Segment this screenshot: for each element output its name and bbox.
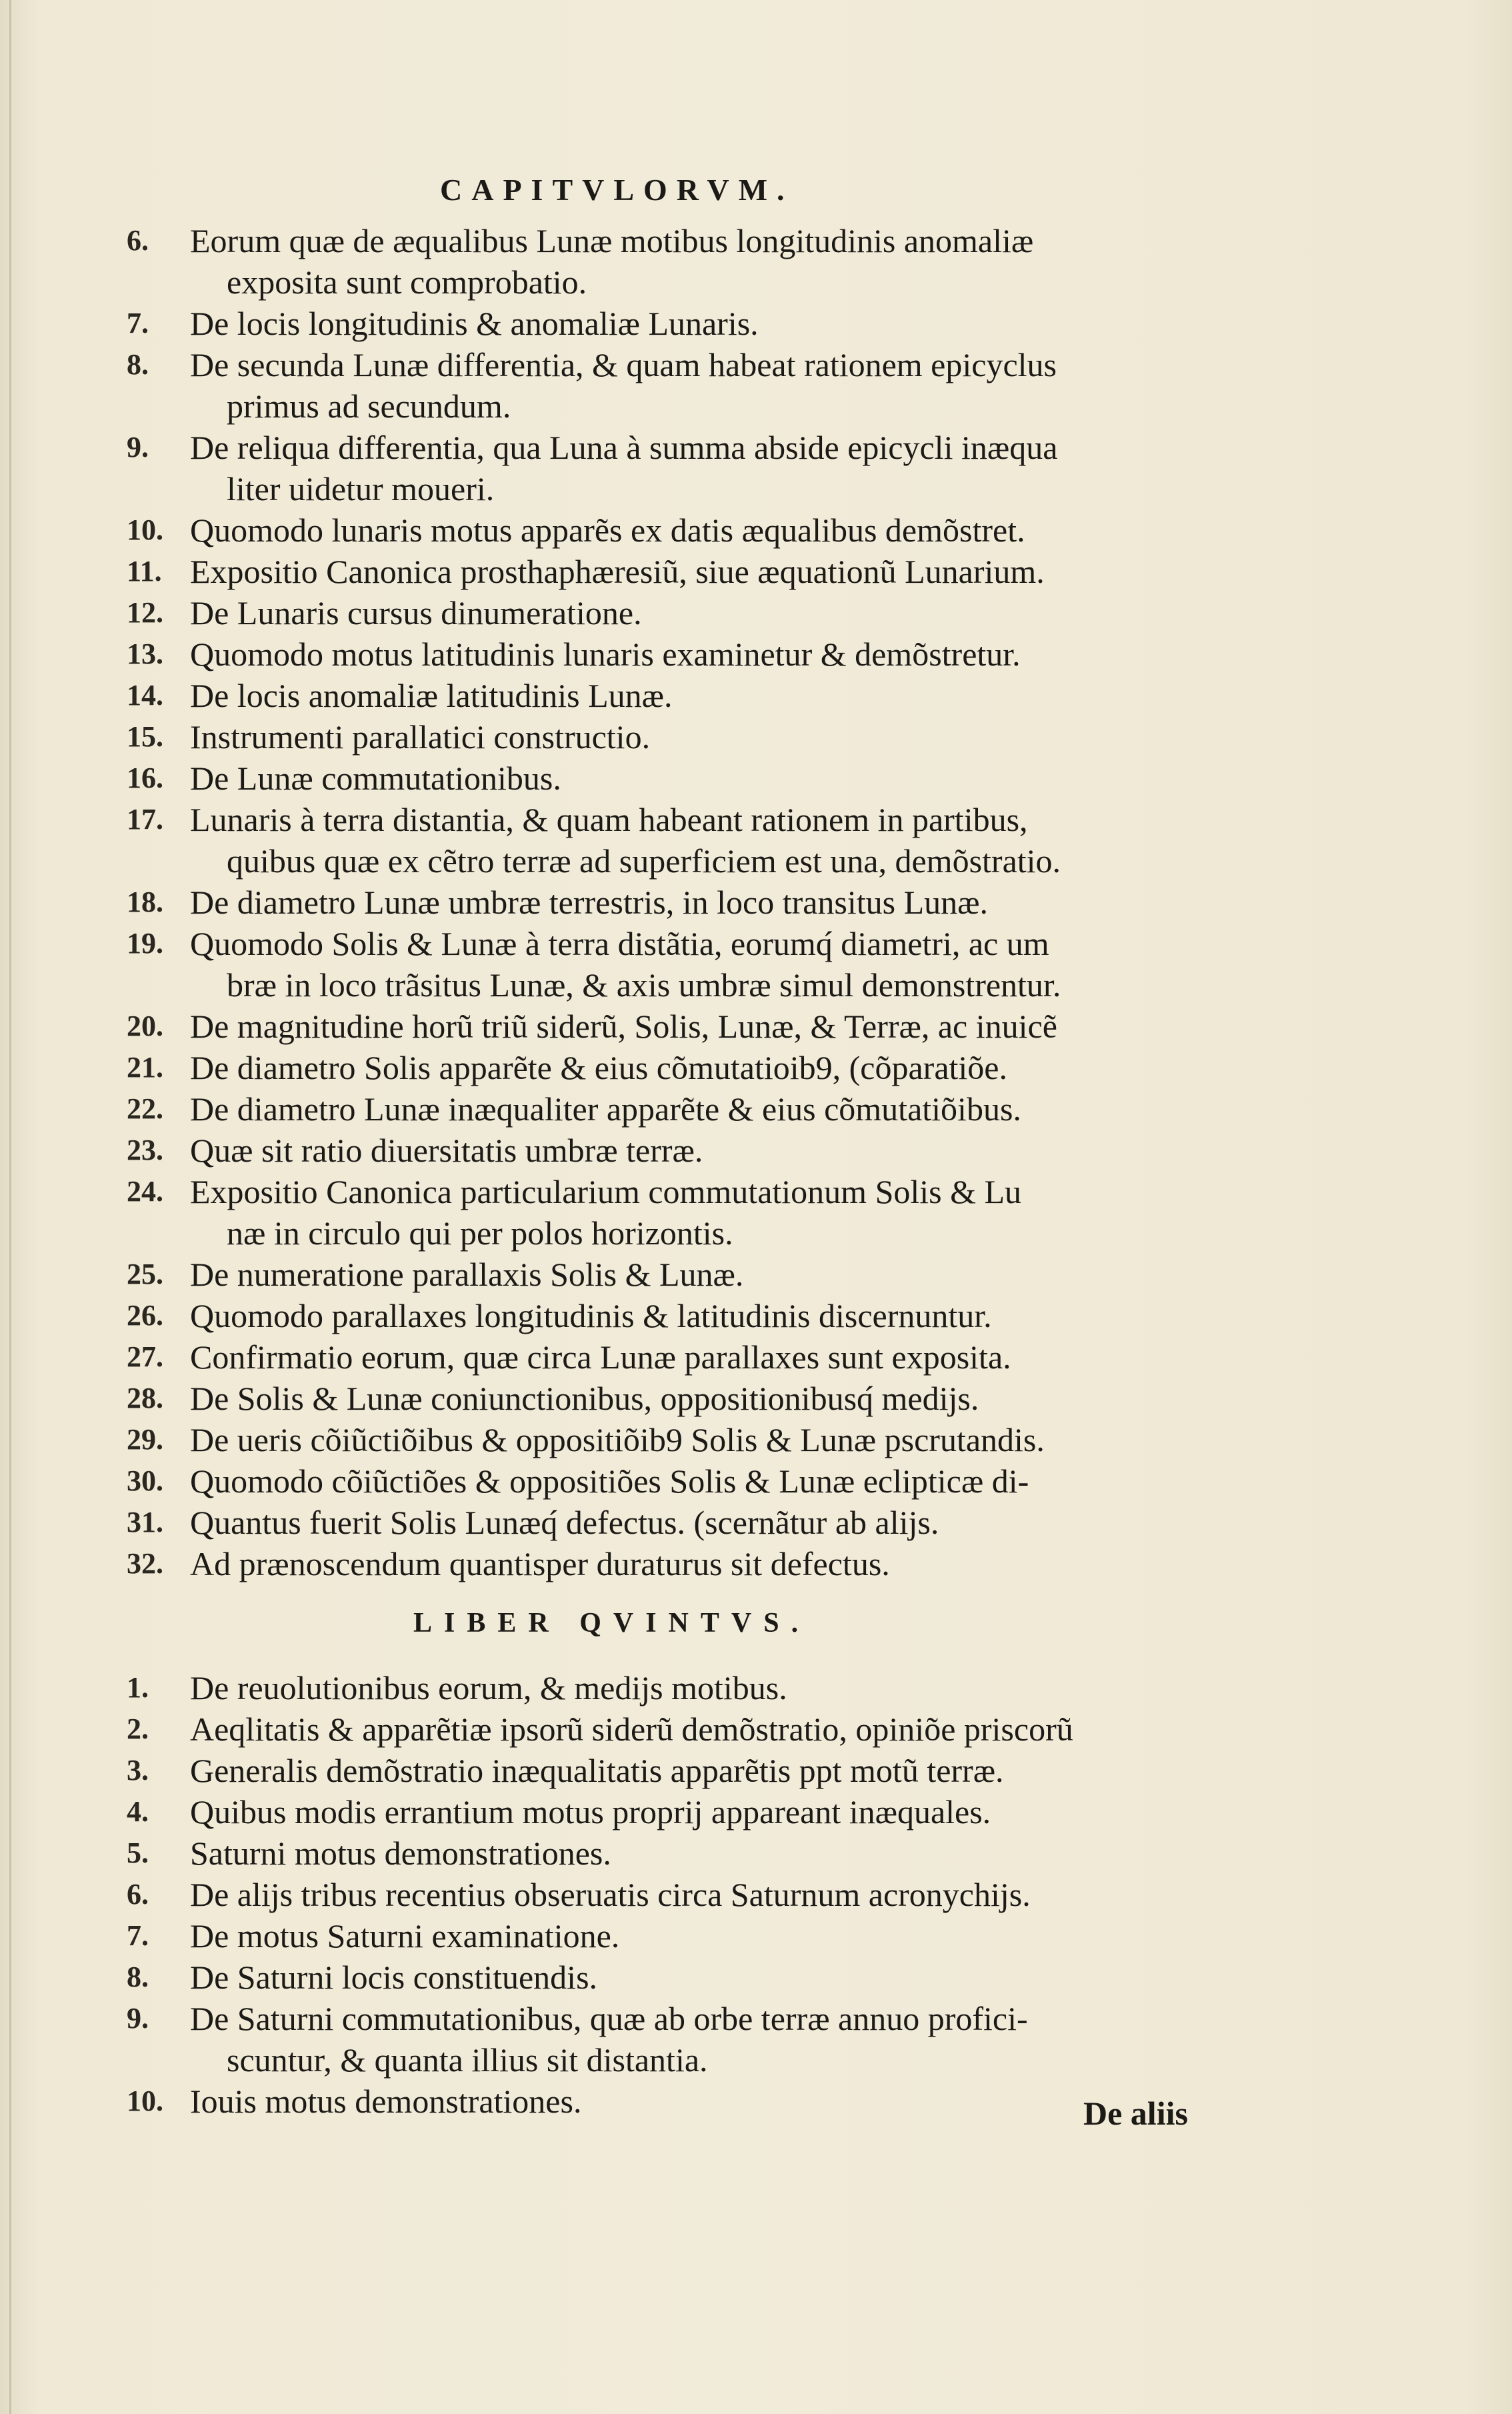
chapter-title	[190, 220, 1210, 303]
chapter-title-line: De numeratione parallaxis Solis & Lunæ.	[190, 1256, 744, 1293]
chapter-entry	[0, 634, 1512, 675]
chapter-number-text: 7.	[127, 307, 149, 339]
chapter-entry	[0, 1336, 1512, 1378]
chapter-entry	[0, 303, 1512, 344]
chapter-number	[0, 1088, 190, 1130]
chapter-title	[190, 1254, 1210, 1295]
chapter-entry	[0, 220, 1512, 303]
chapter-number-text: 12.	[127, 596, 163, 629]
chapter-number	[0, 1543, 190, 1584]
chapter-number	[0, 1378, 190, 1419]
chapter-entry	[0, 1915, 1512, 1957]
chapter-title	[190, 1047, 1210, 1088]
chapter-entry	[0, 427, 1512, 509]
chapter-number-text: 17.	[127, 803, 163, 836]
chapter-title-line: De Lunaris cursus dinumeratione.	[190, 594, 642, 632]
chapter-entry	[0, 1874, 1512, 1915]
chapter-number	[0, 2081, 190, 2122]
chapter-entry	[0, 799, 1512, 882]
chapter-title-line: De diametro Lunæ inæqualiter apparẽte & eius cõmutatiõibus.	[190, 1090, 1021, 1128]
chapter-title-line: Quantus fuerit Solis Lunæq́ defectus. (scernãtur ab alijs.	[190, 1504, 939, 1541]
chapter-number	[0, 1915, 190, 1957]
chapter-title-line: Iouis motus demonstrationes.	[190, 2083, 582, 2120]
chapter-entry	[0, 551, 1512, 592]
chapter-title	[190, 1006, 1210, 1047]
chapter-title-line: Expositio Canonica prosthaphæresiũ, siue æquationũ Lunarium.	[190, 553, 1045, 590]
chapter-title-line: De reuolutionibus eorum, & medijs motibus.	[190, 1669, 787, 1706]
chapter-title-line: Quomodo motus latitudinis lunaris examinetur & demõstretur.	[190, 636, 1021, 673]
chapter-number	[0, 551, 190, 592]
chapter-entry	[0, 2081, 1512, 2122]
chapter-number-text: 9.	[127, 431, 149, 463]
chapter-title	[190, 799, 1210, 882]
chapter-number-text: 19.	[127, 927, 163, 960]
chapter-title-line: De motus Saturni examinatione.	[190, 1917, 620, 1955]
chapter-number	[0, 1833, 190, 1874]
chapter-title-line: De reliqua differentia, qua Luna à summa abside epicycli inæqua	[190, 429, 1058, 466]
chapter-number-text: 25.	[127, 1258, 163, 1290]
chapter-number-text: 22.	[127, 1092, 163, 1125]
chapter-number-text: 8.	[127, 348, 149, 381]
chapter-number	[0, 592, 190, 634]
chapter-number	[0, 1295, 190, 1336]
chapter-title	[190, 1998, 1210, 2081]
chapter-number	[0, 1874, 190, 1915]
chapter-entry	[0, 758, 1512, 799]
chapter-title	[190, 1833, 1210, 1874]
chapter-number-text: 26.	[127, 1299, 163, 1332]
chapter-title-line: De Saturni commutationibus, quæ ab orbe terræ annuo profici-	[190, 2000, 1028, 2037]
chapter-title	[190, 882, 1210, 923]
chapter-title	[190, 1915, 1210, 1957]
chapter-entry	[0, 923, 1512, 1006]
chapter-title	[190, 1791, 1210, 1833]
chapter-entry	[0, 1791, 1512, 1833]
chapter-entry	[0, 1254, 1512, 1295]
chapter-title-continuation: næ in circulo qui per polos horizontis.	[227, 1214, 733, 1252]
chapter-title-line: Saturni motus demonstrationes.	[190, 1835, 611, 1872]
chapter-number-text: 6.	[127, 224, 149, 257]
chapter-title	[190, 427, 1210, 509]
chapter-number	[0, 509, 190, 551]
chapter-entry	[0, 675, 1512, 716]
chapter-entry	[0, 1047, 1512, 1088]
chapter-title-line: De alijs tribus recentius obseruatis circa Saturnum acronychijs.	[190, 1876, 1031, 1913]
chapter-title-line: De diametro Lunæ umbræ terrestris, in loco transitus Lunæ.	[190, 884, 989, 921]
chapter-title-line: Expositio Canonica particularium commutationum Solis & Lu	[190, 1173, 1022, 1210]
chapter-title	[190, 675, 1210, 716]
chapter-title-continuation: primus ad secundum.	[227, 387, 511, 425]
chapter-number-text: 24.	[127, 1175, 163, 1208]
chapter-number	[0, 1460, 190, 1502]
chapter-number	[0, 1957, 190, 1998]
chapter-entry	[0, 1295, 1512, 1336]
chapter-number-text: 10.	[127, 2085, 163, 2117]
chapter-number-text: 30.	[127, 1464, 163, 1497]
chapter-number	[0, 675, 190, 716]
chapter-title	[190, 2081, 1210, 2122]
catchword: De aliis	[1083, 2095, 1188, 2132]
chapter-title-continuation: quibus quæ ex cẽtro terræ ad superficiem est una, demõstratio.	[227, 842, 1061, 880]
chapter-number-text: 31.	[127, 1506, 163, 1538]
chapter-number-text: 20.	[127, 1010, 163, 1042]
chapter-title	[190, 923, 1210, 1006]
chapter-number	[0, 923, 190, 964]
chapter-title	[190, 303, 1210, 344]
chapter-number	[0, 1171, 190, 1212]
chapter-entry	[0, 1088, 1512, 1130]
chapter-entry	[0, 1667, 1512, 1708]
chapter-entry	[0, 1419, 1512, 1460]
chapter-number	[0, 1502, 190, 1543]
chapter-title	[190, 1502, 1210, 1543]
chapter-number	[0, 1130, 190, 1171]
chapter-title-line: De ueris cõiũctiõibus & oppositiõib9 Solis & Lunæ pscrutandis.	[190, 1421, 1045, 1458]
chapter-title	[190, 1874, 1210, 1915]
chapter-title	[190, 551, 1210, 592]
chapter-title-line: Quibus modis errantium motus proprij appareant inæquales.	[190, 1793, 991, 1831]
chapter-number	[0, 1419, 190, 1460]
chapter-number-text: 32.	[127, 1547, 163, 1580]
chapter-title	[190, 758, 1210, 799]
chapter-title-line: Quomodo lunaris motus apparẽs ex datis æqualibus demõstret.	[190, 511, 1025, 549]
chapter-title-line: De locis anomaliæ latitudinis Lunæ.	[190, 677, 673, 714]
book-heading: LIBER QVINTVS.	[413, 1608, 811, 1638]
chapter-number-text: 3.	[127, 1754, 149, 1786]
chapter-title-line: De Solis & Lunæ coniunctionibus, oppositionibusq́ medijs.	[190, 1380, 979, 1417]
chapter-entry	[0, 1171, 1512, 1254]
chapter-number	[0, 799, 190, 840]
chapter-number-text: 11.	[127, 555, 162, 587]
chapter-title-line: Ad prænoscendum quantisper duraturus sit defectus.	[190, 1545, 890, 1582]
chapter-title	[190, 1171, 1210, 1254]
chapter-number	[0, 427, 190, 468]
chapter-number	[0, 1047, 190, 1088]
chapter-number-text: 8.	[127, 1961, 149, 1993]
chapter-number-text: 15.	[127, 720, 163, 753]
chapter-title-line: De diametro Solis apparẽte & eius cõmutatioib9, (cõparatiõe.	[190, 1049, 1008, 1086]
chapter-title-line: De Saturni locis constituendis.	[190, 1959, 598, 1996]
chapter-number	[0, 220, 190, 261]
chapter-entry	[0, 1378, 1512, 1419]
chapter-title-continuation: exposita sunt comprobatio.	[227, 263, 587, 301]
chapter-number	[0, 1708, 190, 1750]
chapter-number	[0, 1998, 190, 2039]
chapter-title-continuation: scuntur, & quanta illius sit distantia.	[227, 2041, 708, 2079]
chapter-title	[190, 1543, 1210, 1584]
chapter-title	[190, 1667, 1210, 1708]
chapter-number	[0, 1254, 190, 1295]
chapter-number	[0, 716, 190, 758]
chapter-number-text: 29.	[127, 1423, 163, 1456]
chapter-title-line: Quomodo cõiũctiões & oppositiões Solis & Lunæ eclipticæ di-	[190, 1462, 1029, 1500]
chapter-entry	[0, 1750, 1512, 1791]
chapter-entry	[0, 1998, 1512, 2081]
chapter-title-line: De secunda Lunæ differentia, & quam habeat rationem epicyclus	[190, 346, 1057, 383]
chapter-number-text: 9.	[127, 2002, 149, 2035]
chapter-entry	[0, 1130, 1512, 1171]
chapter-title-continuation: liter uidetur moueri.	[227, 470, 495, 507]
chapter-title-line: De Lunæ commutationibus.	[190, 760, 561, 797]
chapter-title	[190, 1419, 1210, 1460]
chapter-number-text: 13.	[127, 638, 163, 670]
chapter-title-line: Eorum quæ de æqualibus Lunæ motibus longitudinis anomaliæ	[190, 222, 1034, 259]
chapter-number-text: 18.	[127, 886, 163, 918]
chapter-title-line: Instrumenti parallatici constructio.	[190, 718, 651, 756]
chapter-number	[0, 1006, 190, 1047]
chapter-entry	[0, 1543, 1512, 1584]
chapter-title	[190, 1957, 1210, 1998]
chapter-title	[190, 716, 1210, 758]
chapter-title-line: Quomodo Solis & Lunæ à terra distãtia, eorumq́ diametri, ac um	[190, 925, 1049, 962]
chapter-title-line: Lunaris à terra distantia, & quam habeant rationem in partibus,	[190, 801, 1028, 838]
chapter-number-text: 10.	[127, 513, 163, 546]
chapter-number-text: 6.	[127, 1878, 149, 1911]
chapter-number	[0, 1750, 190, 1791]
chapter-number-text: 1.	[127, 1671, 149, 1704]
chapter-entry	[0, 592, 1512, 634]
chapter-number	[0, 882, 190, 923]
chapter-number	[0, 1336, 190, 1378]
chapter-entry	[0, 1006, 1512, 1047]
chapter-entry	[0, 1957, 1512, 1998]
chapter-title	[190, 1460, 1210, 1502]
chapter-title-line: Quæ sit ratio diuersitatis umbræ terræ.	[190, 1132, 703, 1169]
chapter-title	[190, 1750, 1210, 1791]
chapter-title-continuation: bræ in loco trãsitus Lunæ, & axis umbræ simul demonstrentur.	[227, 966, 1061, 1004]
chapter-title	[190, 634, 1210, 675]
chapter-number-text: 23.	[127, 1134, 163, 1166]
chapter-title	[190, 344, 1210, 427]
chapter-number-text: 27.	[127, 1340, 163, 1373]
chapter-number	[0, 1791, 190, 1833]
chapter-entry	[0, 1460, 1512, 1502]
chapter-number-text: 28.	[127, 1382, 163, 1414]
chapter-list-book4	[0, 220, 1512, 1584]
chapter-number-text: 14.	[127, 679, 163, 712]
chapter-title	[190, 509, 1210, 551]
chapter-entry	[0, 509, 1512, 551]
chapter-entry	[0, 882, 1512, 923]
chapter-title	[190, 1336, 1210, 1378]
chapter-number-text: 2.	[127, 1712, 149, 1745]
chapter-entry	[0, 1833, 1512, 1874]
chapter-number	[0, 303, 190, 344]
chapter-title-line: Quomodo parallaxes longitudinis & latitudinis discernuntur.	[190, 1297, 992, 1334]
chapter-number	[0, 1667, 190, 1708]
chapter-title	[190, 1378, 1210, 1419]
running-head: CAPITVLORVM.	[440, 173, 794, 207]
chapter-title-line: Confirmatio eorum, quæ circa Lunæ parallaxes sunt exposita.	[190, 1338, 1011, 1376]
chapter-title	[190, 592, 1210, 634]
chapter-number-text: 16.	[127, 762, 163, 794]
chapter-title	[190, 1088, 1210, 1130]
chapter-number-text: 5.	[127, 1837, 149, 1869]
chapter-number-text: 21.	[127, 1051, 163, 1084]
chapter-entry	[0, 716, 1512, 758]
chapter-title-line: De magnitudine horũ triũ siderũ, Solis, Lunæ, & Terræ, ac inuicẽ	[190, 1008, 1057, 1045]
chapter-title	[190, 1708, 1210, 1750]
chapter-number-text: 4.	[127, 1795, 149, 1828]
chapter-list-book5	[0, 1667, 1512, 2122]
chapter-title	[190, 1130, 1210, 1171]
chapter-entry	[0, 1708, 1512, 1750]
chapter-number-text: 7.	[127, 1919, 149, 1952]
chapter-title-line: Aeqlitatis & apparẽtiæ ipsorũ siderũ demõstratio, opiniõe priscorũ	[190, 1710, 1073, 1748]
chapter-title	[190, 1295, 1210, 1336]
chapter-number	[0, 344, 190, 385]
chapter-title-line: Generalis demõstratio inæqualitatis apparẽtis ppt motũ terræ.	[190, 1752, 1004, 1789]
chapter-title-line: De locis longitudinis & anomaliæ Lunaris.	[190, 305, 759, 342]
chapter-entry	[0, 1502, 1512, 1543]
chapter-number	[0, 634, 190, 675]
chapter-entry	[0, 344, 1512, 427]
chapter-number	[0, 758, 190, 799]
